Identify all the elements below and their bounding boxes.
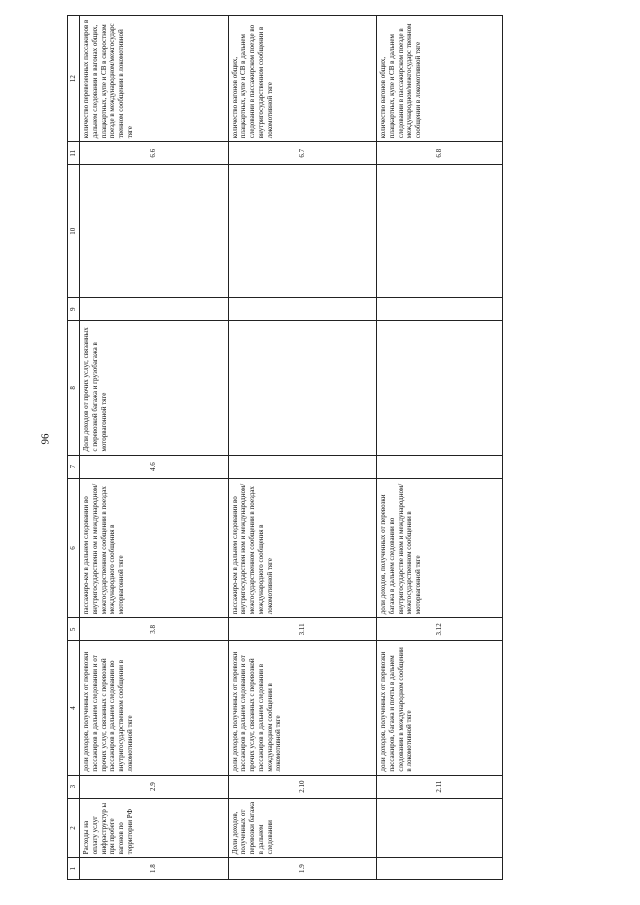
col-header-6: 6 xyxy=(68,478,80,618)
cell-col2: Расходы на оплату услуг инфраструктур ы при пробеге вагонов по территории РФ xyxy=(80,798,229,858)
cell-col8 xyxy=(228,321,377,455)
col-header-8: 8 xyxy=(68,321,80,455)
cell-col8: Доли доходов от прочих услуг, связанных с перевозкой багажа и грузобагажа в моторвагонной тяге xyxy=(80,321,229,455)
col-header-3: 3 xyxy=(68,775,80,798)
cell-col2: Доли доходов, полученных от перевозки багажа в дальнем следовании xyxy=(228,798,377,858)
cell-col11: 6.6 xyxy=(80,142,229,165)
cell-col4: доли доходов, полученных от перевозки пассажиров, багажа и почты в дальнем следовании в международном сообщении в локомотивной тяге xyxy=(377,641,503,775)
cell-col3: 2.9 xyxy=(80,775,229,798)
cell-col3: 2.11 xyxy=(377,775,503,798)
col-header-10: 10 xyxy=(68,165,80,298)
cell-col6: пассажиро-км в дальнем следовании во внутригосударствен ном и международном/ межгосударственном сообщении в поездах международного сообщения в локомотивной тяге xyxy=(228,478,377,618)
cell-col5: 3.11 xyxy=(228,618,377,641)
cell-col1: 1.9 xyxy=(228,858,377,880)
cell-col6: пассажиро-км в дальнем следовании во внутригосударственн ом и международном/ межгосударственном сообщении в поездах международного сообщения в моторвагонной тяге xyxy=(80,478,229,618)
table-row xyxy=(80,16,229,880)
col-header-2: 2 xyxy=(68,798,80,858)
table-row xyxy=(377,16,503,880)
cell-col11: 6.7 xyxy=(228,142,377,165)
cell-col2 xyxy=(377,798,503,858)
cell-col4: доли доходов, полученных от перевозки пассажиров в дальнем следовании и от прочих услуг, связанных с перевозкой пассажиров в дальнем следовании во внутригосударственном сообщении в локомотивной тяге xyxy=(80,641,229,775)
cell-col12: количество вагонов общих, плацкартных, купе и СВ в дальнем следовании в пассажирском поезде во внутригосударственном сообщении в локомотивной тяге xyxy=(228,16,377,142)
col-header-1: 1 xyxy=(68,858,80,880)
col-header-9: 9 xyxy=(68,298,80,321)
cell-col8 xyxy=(377,321,503,455)
cell-col9 xyxy=(80,298,229,321)
cell-col3: 2.10 xyxy=(228,775,377,798)
cell-col1 xyxy=(377,858,503,880)
cell-col9 xyxy=(377,298,503,321)
cell-col7 xyxy=(228,455,377,478)
header-row xyxy=(68,16,80,880)
col-header-12: 12 xyxy=(68,16,80,142)
cell-col5: 3.8 xyxy=(80,618,229,641)
col-header-7: 7 xyxy=(68,455,80,478)
cell-col12: количество перевезенных пассажиров в дальнем следовании в вагонах общих, плацкартных, купе и СВ в скоростном поезде в международном/межгосударс твенном сообщении в локомотивной тяге xyxy=(80,16,229,142)
col-header-5: 5 xyxy=(68,618,80,641)
cell-col9 xyxy=(228,298,377,321)
page-number: 96 xyxy=(39,433,52,445)
table-row xyxy=(228,16,377,880)
cell-col7 xyxy=(377,455,503,478)
cell-col1: 1.8 xyxy=(80,858,229,880)
cell-col11: 6.8 xyxy=(377,142,503,165)
col-header-4: 4 xyxy=(68,641,80,775)
cell-col4: доли доходов, полученных от перевозки пассажиров в дальнем следовании и от прочих услуг, связанных с перевозкой пассажиров в дальнем следовании в международном сообщении в локомотивной тяге xyxy=(228,641,377,775)
data-table xyxy=(67,15,503,880)
col-header-11: 11 xyxy=(68,142,80,165)
rotated-table-container xyxy=(67,15,503,880)
cell-col12: количество вагонов общих, плацкартных, купе и СВ в дальнем следовании в пассажирском поезде в международном/межгосударс твенном сообщении в локомотивной тяге xyxy=(377,16,503,142)
cell-col7: 4.6 xyxy=(80,455,229,478)
cell-col10 xyxy=(228,165,377,298)
cell-col10 xyxy=(377,165,503,298)
cell-col6: доли доходов, полученных от перевозки багажа в дальнем следовании во внутригосударстве нном и международном/ межгосударственном сообщении в моторвагонной тяге xyxy=(377,478,503,618)
cell-col5: 3.12 xyxy=(377,618,503,641)
cell-col10 xyxy=(80,165,229,298)
